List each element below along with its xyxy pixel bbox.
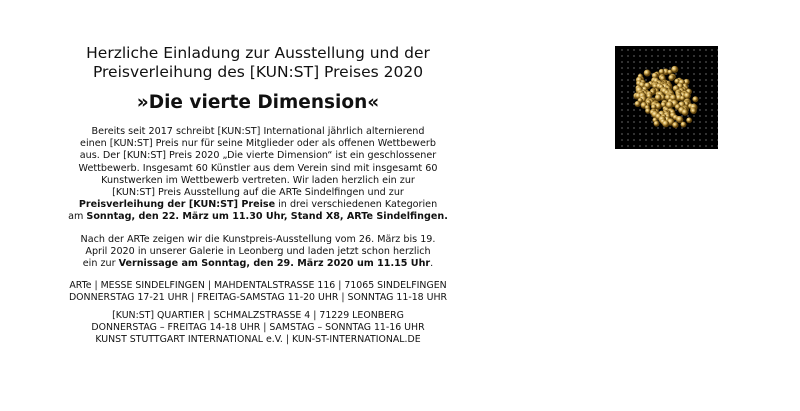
grid-dot	[681, 67, 683, 69]
grid-dot	[705, 109, 707, 111]
grid-dot	[699, 109, 701, 111]
grid-dot	[711, 139, 713, 141]
grid-dot	[639, 109, 641, 111]
grid-dot	[705, 55, 707, 57]
arte-address: ARTe | MESSE SINDELFINGEN | MAHDENTALSTRASSE 116 | 71065 SINDELFINGEN DONNERSTAG 17-21 UHR | FREITAG-SAMSTAG 11-20 UHR | SONNTAG 11-18 UHR	[68, 280, 448, 304]
grid-dot	[711, 121, 713, 123]
grid-dot	[663, 61, 665, 63]
grid-dot	[699, 55, 701, 57]
grid-dot	[699, 61, 701, 63]
grid-dot	[717, 67, 718, 69]
artwork-image	[615, 46, 718, 149]
grid-dot	[717, 133, 718, 135]
grid-dot	[717, 85, 718, 87]
grid-dot	[645, 79, 647, 81]
grid-dot	[639, 133, 641, 135]
grid-dot	[633, 127, 635, 129]
grid-dot	[711, 115, 713, 117]
gold-sphere	[644, 70, 651, 77]
grid-dot	[633, 79, 635, 81]
grid-dot	[705, 49, 707, 51]
grid-dot	[621, 61, 623, 63]
grid-dot	[663, 67, 665, 69]
grid-dot	[711, 103, 713, 105]
grid-dot	[693, 91, 695, 93]
grid-dot	[687, 49, 689, 51]
grid-dot	[711, 49, 713, 51]
grid-dot	[705, 103, 707, 105]
grid-dot	[699, 145, 701, 147]
grid-dot	[669, 61, 671, 63]
grid-dot	[639, 145, 641, 147]
grid-dot	[663, 127, 665, 129]
grid-dot	[717, 91, 718, 93]
grid-dot	[693, 67, 695, 69]
gallery-paragraph	[68, 234, 448, 271]
grid-dot	[711, 79, 713, 81]
grid-dot	[669, 49, 671, 51]
grid-dot	[699, 115, 701, 117]
grid-dot	[621, 109, 623, 111]
grid-dot	[621, 133, 623, 135]
grid-dot	[693, 73, 695, 75]
grid-dot	[711, 109, 713, 111]
grid-dot	[633, 109, 635, 111]
grid-dot	[639, 115, 641, 117]
grid-dot	[711, 55, 713, 57]
gold-sphere	[672, 122, 678, 128]
grid-dot	[699, 91, 701, 93]
grid-dot	[627, 103, 629, 105]
grid-dot	[705, 61, 707, 63]
grid-dot	[627, 73, 629, 75]
grid-dot	[621, 67, 623, 69]
grid-dot	[645, 145, 647, 147]
grid-dot	[657, 67, 659, 69]
grid-dot	[699, 133, 701, 135]
grid-dot	[645, 133, 647, 135]
grid-dot	[705, 85, 707, 87]
grid-dot	[627, 127, 629, 129]
intro-text: Bereits seit 2017 schreibt [KUN:ST] International jährlich alternierend einen [KUN:ST] Preis nur für seine Mitglieder oder als offenen Wettbewerb aus. Der [KUN:ST] Preis 2020 „Die vierte Dimension“ ist ein geschlossener Wettbewerb. Insgesamt 60 Künstler aus dem Verein sind mit insgesamt 60 Kunstwerken im Wettbewerb vertreten. Wir laden herzlich ein zur [KUN:ST] Preis Ausstellung auf die ARTe Sindelfingen und zur	[78, 126, 438, 199]
grid-dot	[693, 55, 695, 57]
grid-dot	[657, 127, 659, 129]
grid-dot	[639, 121, 641, 123]
grid-dot	[633, 85, 635, 87]
grid-dot	[693, 127, 695, 129]
grid-dot	[711, 133, 713, 135]
grid-dot	[717, 115, 718, 117]
award-ceremony-label: Preisverleihung der [KUN:ST] Preise	[78, 199, 276, 211]
grid-dot	[621, 139, 623, 141]
grid-dot	[693, 121, 695, 123]
gold-sphere	[668, 75, 674, 81]
grid-dot	[621, 55, 623, 57]
grid-dot	[627, 133, 629, 135]
quartier-address: [KUN:ST] QUARTIER | SCHMALZSTRASSE 4 | 71229 LEONBERG DONNERSTAG – FREITAG 14-18 UHR | SAMSTAG – SONNTAG 11-16 UHR KUNST STUTTGART INTERNATIONAL e.V. | KUN-ST-INTERNATIONAL.DE	[91, 310, 425, 346]
grid-dot	[717, 73, 718, 75]
grid-dot	[711, 73, 713, 75]
grid-dot	[717, 79, 718, 81]
invitation-text	[68, 44, 448, 352]
grid-dot	[693, 145, 695, 147]
grid-dot	[639, 49, 641, 51]
grid-dot	[645, 127, 647, 129]
grid-dot	[621, 79, 623, 81]
grid-dot	[633, 61, 635, 63]
grid-dot	[705, 91, 707, 93]
gallery-text: Nach der ARTe zeigen wir die Kunstpreis-Ausstellung vom 26. März bis 19. April 2020 in unserer Galerie in Leonberg und laden jetzt schon herzlich ein zur	[80, 233, 436, 270]
grid-dot	[669, 139, 671, 141]
grid-dot	[705, 139, 707, 141]
grid-dot	[717, 61, 718, 63]
gold-sphere	[645, 108, 651, 114]
grid-dot	[663, 139, 665, 141]
grid-dot	[717, 97, 718, 99]
grid-dot	[717, 109, 718, 111]
grid-dot	[621, 127, 623, 129]
grid-dot	[651, 121, 653, 123]
grid-dot	[633, 73, 635, 75]
grid-dot	[699, 79, 701, 81]
grid-dot	[633, 55, 635, 57]
grid-dot	[633, 139, 635, 141]
grid-dot	[627, 139, 629, 141]
grid-dot	[705, 127, 707, 129]
grid-dot	[633, 115, 635, 117]
grid-dot	[657, 145, 659, 147]
grid-dot	[681, 61, 683, 63]
grid-dot	[645, 61, 647, 63]
grid-dot	[699, 127, 701, 129]
grid-dot	[717, 127, 718, 129]
grid-dot	[675, 133, 677, 135]
grid-dot	[651, 55, 653, 57]
grid-dot	[669, 127, 671, 129]
gold-sphere	[692, 96, 698, 102]
grid-dot	[705, 67, 707, 69]
grid-dot	[663, 145, 665, 147]
grid-dot	[657, 139, 659, 141]
grid-dot	[627, 67, 629, 69]
grid-dot	[669, 55, 671, 57]
grid-dot	[681, 127, 683, 129]
grid-dot	[621, 145, 623, 147]
grid-dot	[621, 103, 623, 105]
grid-dot	[705, 73, 707, 75]
grid-dot	[657, 133, 659, 135]
grid-dot	[621, 91, 623, 93]
grid-dot	[633, 91, 635, 93]
grid-dot	[651, 139, 653, 141]
grid-dot	[705, 121, 707, 123]
grid-dot	[645, 139, 647, 141]
grid-dot	[699, 85, 701, 87]
grid-dot	[663, 49, 665, 51]
grid-dot	[645, 121, 647, 123]
grid-dot	[717, 55, 718, 57]
grid-dot	[705, 133, 707, 135]
grid-dot	[657, 61, 659, 63]
grid-dot	[693, 115, 695, 117]
gallery-text-end: .	[430, 258, 434, 270]
grid-dot	[681, 49, 683, 51]
grid-dot	[717, 145, 718, 147]
grid-dot	[687, 61, 689, 63]
grid-dot	[693, 79, 695, 81]
grid-dot	[681, 133, 683, 135]
grid-dot	[633, 145, 635, 147]
grid-dot	[699, 97, 701, 99]
grid-dot	[699, 73, 701, 75]
grid-dot	[627, 97, 629, 99]
grid-dot	[621, 73, 623, 75]
grid-dot	[663, 55, 665, 57]
grid-dot	[699, 103, 701, 105]
heading-line-1: Herzliche Einladung zur Ausstellung und der	[86, 44, 430, 62]
grid-dot	[651, 145, 653, 147]
grid-dot	[651, 67, 653, 69]
grid-dot	[699, 121, 701, 123]
grid-dot	[633, 49, 635, 51]
grid-dot	[711, 97, 713, 99]
invitation-heading	[68, 44, 448, 82]
grid-dot	[705, 97, 707, 99]
grid-dot	[675, 139, 677, 141]
grid-dot	[705, 145, 707, 147]
grid-dot	[693, 61, 695, 63]
grid-dot	[645, 67, 647, 69]
grid-dot	[699, 139, 701, 141]
grid-dot	[621, 115, 623, 117]
grid-dot	[687, 67, 689, 69]
grid-dot	[705, 115, 707, 117]
sphere-cluster-artwork	[615, 46, 718, 149]
grid-dot	[663, 133, 665, 135]
gold-sphere	[686, 117, 692, 123]
grid-dot	[711, 67, 713, 69]
gold-sphere	[682, 109, 689, 116]
grid-dot	[639, 67, 641, 69]
ceremony-date: Sonntag, den 22. März um 11.30 Uhr, Stand X8, ARTe Sindelfingen.	[86, 211, 448, 223]
grid-dot	[711, 127, 713, 129]
grid-dot	[675, 61, 677, 63]
grid-dot	[687, 55, 689, 57]
grid-dot	[687, 127, 689, 129]
grid-dot	[633, 121, 635, 123]
gold-sphere	[691, 108, 697, 114]
grid-dot	[657, 49, 659, 51]
grid-dot	[687, 115, 689, 117]
grid-dot	[645, 55, 647, 57]
grid-dot	[627, 85, 629, 87]
heading-line-2: Preisverleihung des [KUN:ST] Preises 2020	[92, 63, 424, 81]
grid-dot	[717, 49, 718, 51]
gold-sphere	[654, 121, 660, 127]
grid-dot	[627, 79, 629, 81]
grid-dot	[627, 115, 629, 117]
intro-paragraph	[68, 126, 448, 224]
grid-dot	[711, 145, 713, 147]
grid-dot	[633, 67, 635, 69]
grid-dot	[681, 139, 683, 141]
grid-dot	[651, 127, 653, 129]
gold-sphere	[635, 101, 641, 107]
grid-dot	[633, 133, 635, 135]
grid-dot	[675, 145, 677, 147]
grid-dot	[705, 79, 707, 81]
grid-dot	[627, 55, 629, 57]
grid-dot	[675, 55, 677, 57]
grid-dot	[651, 133, 653, 135]
grid-dot	[711, 61, 713, 63]
grid-dot	[717, 139, 718, 141]
grid-dot	[651, 49, 653, 51]
grid-dot	[675, 73, 677, 75]
grid-dot	[717, 103, 718, 105]
grid-dot	[639, 55, 641, 57]
exhibition-title: »Die vierte Dimension«	[136, 92, 380, 113]
grid-dot	[627, 91, 629, 93]
grid-dot	[621, 85, 623, 87]
grid-dot	[639, 139, 641, 141]
grid-dot	[627, 49, 629, 51]
grid-dot	[693, 139, 695, 141]
grid-dot	[687, 145, 689, 147]
grid-dot	[627, 121, 629, 123]
grid-dot	[639, 61, 641, 63]
grid-dot	[699, 49, 701, 51]
grid-dot	[621, 121, 623, 123]
grid-dot	[669, 133, 671, 135]
grid-dot	[717, 121, 718, 123]
gold-sphere	[681, 122, 687, 128]
grid-dot	[693, 49, 695, 51]
gold-sphere	[662, 120, 669, 127]
grid-dot	[711, 91, 713, 93]
grid-dot	[657, 55, 659, 57]
grid-dot	[621, 97, 623, 99]
vernissage-date: Vernissage am Sonntag, den 29. März 2020 um 11.15 Uhr	[118, 258, 431, 270]
grid-dot	[669, 67, 671, 69]
grid-dot	[699, 67, 701, 69]
grid-dot	[627, 145, 629, 147]
grid-dot	[669, 145, 671, 147]
grid-dot	[711, 85, 713, 87]
grid-dot	[675, 49, 677, 51]
intro-text-2: in drei verschiedenen Kategorien am	[68, 199, 438, 223]
grid-dot	[627, 61, 629, 63]
grid-dot	[681, 55, 683, 57]
grid-dot	[687, 73, 689, 75]
grid-dot	[687, 139, 689, 141]
grid-dot	[627, 109, 629, 111]
grid-dot	[645, 115, 647, 117]
grid-dot	[687, 133, 689, 135]
grid-dot	[693, 85, 695, 87]
grid-dot	[681, 73, 683, 75]
grid-dot	[621, 49, 623, 51]
grid-dot	[681, 145, 683, 147]
grid-dot	[639, 127, 641, 129]
grid-dot	[645, 49, 647, 51]
grid-dot	[651, 61, 653, 63]
grid-dot	[693, 133, 695, 135]
